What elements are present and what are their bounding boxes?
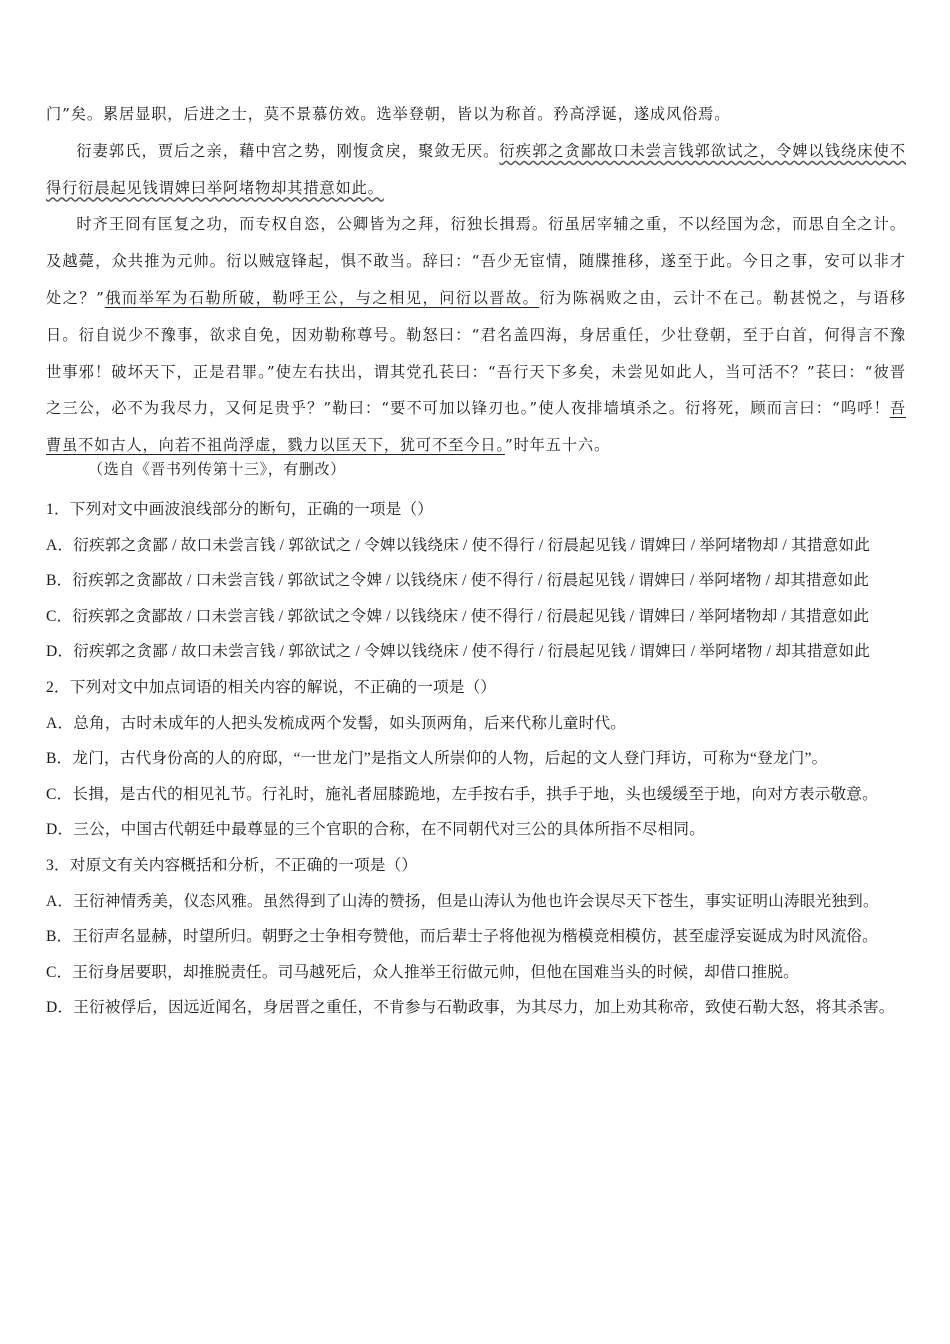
option-c: C．衍疾郭之贪鄙故 / 口未尝言钱 / 郭欲试之令婢 / 以钱绕床 / 使不得行 / 衍晨起见钱 / 谓婢曰 / 举阿堵物却 / 其措意如此 [46, 607, 870, 625]
underlined-sentence-2: 吾曹虽不如古人，向若不祖尚浮虚，戮力以匡天下，犹可不至今日。 [46, 399, 906, 455]
question-list [46, 492, 918, 1026]
question-1 [46, 492, 918, 670]
option-a: A．衍疾郭之贪鄙 / 故口未尝言钱 / 郭欲试之 / 令婢以钱绕床 / 使不得行 / 衍晨起见钱 / 谓婢曰 / 举阿堵物却 / 其措意如此 [46, 536, 871, 554]
option-a: A．总角，古时未成年的人把头发梳成两个发髻，如头顶两角，后来代称儿童时代。 [46, 714, 627, 732]
passage-paragraph-2 [46, 133, 906, 207]
question-2 [46, 670, 918, 848]
option-d: D．王衍被俘后，因远近闻名，身居晋之重任，不肯参与石勒政事，为其尽力，加上劝其称帝，致使石勒大怒，将其杀害。 [46, 999, 895, 1017]
passage-text: 时齐王冏有匡复之功，而专权自恣，公卿皆为之拜，衍独长揖焉。衍虽居宰辅之重，不以经国为念，而思自全之计。及越薨，众共推为元帅。衍以贼寇锋起，惧不敢当。辞曰：“吾少无宦情，随牒推移，遂至于此。今日之事，安可以非才处之？” [46, 215, 906, 307]
passage-text: ”时年五十六。 [504, 436, 611, 455]
passage-text: 衍妻郭氏，贾后之亲，藉中宫之势，刚愎贪戾，聚敛无厌。 [76, 141, 500, 160]
classical-passage [46, 96, 906, 464]
option-d: D．三公，中国古代朝廷中最尊显的三个官职的合称，在不同朝代对三公的具体所指不尽相同。 [46, 821, 706, 839]
option-b: B．衍疾郭之贪鄙故 / 口未尝言钱 / 郭欲试之令婢 / 以钱绕床 / 使不得行 / 衍晨起见钱 / 谓婢曰 / 举阿堵物 / 却其措意如此 [46, 572, 870, 590]
option-b: B．王衍声名显赫，时望所归。朝野之士争相夸赞他，而后辈士子将他视为楷模竞相模仿，甚至虚浮妄诞成为时风流俗。 [46, 928, 878, 946]
passage-paragraph-3 [46, 206, 906, 464]
passage-text: 衍为陈祸败之由，云计不在己。勒甚悦之，与语移日。衍自说少不豫事，欲求自免，因劝勒称尊号。勒怒曰：“君名盖四海，身居重任，少壮登朝，至于白首，何得言不豫世事邪！破坏天下，正是君罪。”使左右扶出，谓其党孔苌曰：“吾行天下多矣，未尝见如此人，当可活不？”苌曰：“彼晋之三公，必不为我尽力，又何足贵乎？”勒曰：“要不可加以锋刃也。”使人夜排墙填杀之。衍将死，顾而言曰：“呜呼！ [46, 288, 906, 418]
option-d: D．衍疾郭之贪鄙 / 故口未尝言钱 / 郭欲试之 / 令婢以钱绕床 / 使不得行 / 衍晨起见钱 / 谓婢曰 / 举阿堵物 / 却其措意如此 [46, 643, 871, 661]
option-a: A．王衍神情秀美，仪态风雅。虽然得到了山涛的赞扬，但是山涛认为他也许会误尽天下苍生，事实证明山涛眼光独到。 [46, 892, 879, 910]
passage-source: （选自《晋书列传第十三》，有删改） [88, 460, 346, 478]
wavy-underlined-sentence: 衍疾郭之贪鄙故口未尝言钱郭欲试之，令婢以钱绕床使不得行衍晨起见钱谓婢曰举阿堵物却其措意如此。 [46, 141, 906, 197]
question-stem: 2．下列对文中加点词语的相关内容的解说，不正确的一项是（） [46, 678, 497, 696]
question-3 [46, 848, 918, 1026]
option-c: C．王衍身居要职，却推脱责任。司马越死后，众人推举王衍做元帅，但他在国难当头的时候，却借口推脱。 [46, 963, 799, 981]
option-c: C．长揖，是古代的相见礼节。行礼时，施礼者屈膝跪地，左手按右手，拱手于地，头也缓缓至于地，向对方表示敬意。 [46, 785, 878, 803]
passage-paragraph-1: 门”矣。累居显职，后进之士，莫不景慕仿效。选举登朝，皆以为称首。矜高浮诞，遂成风俗焉。 [46, 105, 731, 123]
question-stem: 1．下列对文中画波浪线部分的断句，正确的一项是（） [46, 501, 434, 518]
underlined-sentence-1: 俄而举军为石勒所破，勒呼王公，与之相见，问衍以晋故。 [104, 288, 540, 307]
option-b: B．龙门，古代身份高的人的府邸，“一世龙门”是指文人所崇仰的人物，后起的文人登门拜访，可称为“登龙门”。 [46, 750, 828, 768]
question-stem: 3．对原文有关内容概括和分析，不正确的一项是（） [46, 856, 418, 874]
